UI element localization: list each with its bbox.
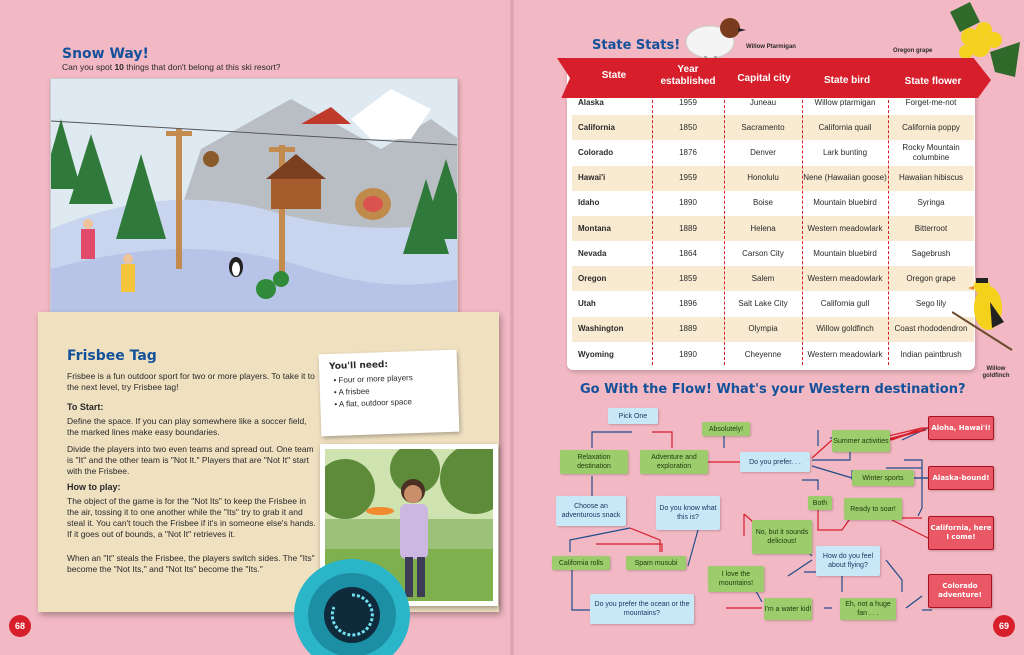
- table-row: [572, 166, 974, 191]
- table-cell: Coast rhododendron: [894, 324, 968, 334]
- snow-way-title: Snow Way!: [62, 46, 149, 62]
- frisbee-intro: Frisbee is a fun outdoor sport for two or more players. To take it to the next level, try Frisbee tag!: [67, 371, 315, 392]
- flow-spam-musubi: Spam musubi: [626, 556, 686, 570]
- table-cell: Sagebrush: [911, 248, 951, 258]
- header-bird: State bird: [823, 75, 871, 86]
- table-row: [572, 317, 974, 342]
- table-cell: 1864: [679, 248, 697, 258]
- flow-ready: Ready to soar!: [844, 498, 902, 520]
- table-cell: Rocky Mountain columbine: [902, 142, 960, 162]
- table-cell: Oregon grape: [906, 273, 956, 283]
- table-cell: Alaska: [578, 97, 604, 107]
- table-row: [572, 241, 974, 266]
- flow-result-california: California, here I come!: [928, 516, 994, 550]
- table-cell: Western meadowlark: [807, 273, 883, 283]
- table-cell: Willow goldfinch: [816, 324, 874, 334]
- table-cell: Western meadowlark: [807, 223, 883, 233]
- frisbee-disc-icon: [290, 555, 410, 655]
- table-row: [572, 216, 974, 241]
- flow-result-colorado: Colorado adventure!: [928, 574, 992, 608]
- flow-how-feel: How do you feel about flying?: [816, 546, 880, 576]
- table-cell: Syringa: [917, 198, 945, 208]
- table-cell: California quail: [818, 122, 872, 132]
- youll-need-title: You'll need:: [328, 360, 389, 373]
- need-item: • Four or more players: [333, 373, 413, 385]
- column-divider: [802, 95, 803, 365]
- table-cell: Western meadowlark: [807, 349, 883, 359]
- flow-love-mountains: I love the mountains!: [708, 566, 764, 592]
- column-divider: [724, 95, 725, 365]
- table-cell: Honolulu: [747, 173, 779, 183]
- table-cell: Oregon: [578, 273, 607, 283]
- youll-need-card: [319, 350, 460, 437]
- table-cell: Sego lily: [915, 299, 947, 309]
- need-item: • A flat, outdoor space: [334, 397, 413, 409]
- table-cell: Juneau: [749, 97, 777, 107]
- flow-both: Both: [808, 496, 832, 510]
- table-row: [572, 90, 974, 115]
- table-cell: Mountain bluebird: [813, 198, 877, 208]
- flow-ocean-or-mountains: Do you prefer the ocean or the mountains?: [590, 594, 694, 624]
- table-row: [572, 191, 974, 216]
- flow-water-kid: I'm a water kid!: [764, 598, 812, 620]
- page-number-left: 68: [9, 615, 31, 637]
- table-cell: 1890: [679, 349, 697, 359]
- header-capital: Capital city: [737, 73, 791, 84]
- table-cell: Colorado: [578, 147, 614, 157]
- ski-scene-svg: [51, 79, 458, 324]
- flow-summer: Summer activities: [832, 430, 890, 452]
- how-to-play-paragraph-1: The object of the game is for the "Not Its" to keep the Frisbee in the air, tossing it to one another while the "Its" try to grab it and steal it. You can't touch the Frisbee if it's in someone else's hands. If it goes out of bounds, a "Not It" retrieves it.: [67, 496, 316, 539]
- table-cell: Hawaiian hibiscus: [898, 173, 964, 183]
- need-item: • A frisbee: [333, 386, 370, 397]
- ptarmigan-label: Willow Ptarmigan: [746, 44, 796, 50]
- table-cell: Mountain bluebird: [813, 248, 877, 258]
- flow-relaxation: Relaxation destination: [560, 450, 628, 474]
- frisbee-tag-title: Frisbee Tag: [67, 348, 157, 364]
- table-cell: Montana: [578, 223, 611, 233]
- table-cell: 1859: [679, 273, 697, 283]
- table-cell: 1850: [679, 122, 697, 132]
- flow-pick-one: Pick One: [608, 408, 658, 424]
- to-start-paragraph-1: Define the space. If you can play somewhere like a soccer field, the marked lines make easy boundaries.: [67, 416, 307, 437]
- table-cell: 1876: [679, 147, 697, 157]
- table-cell: Helena: [750, 223, 776, 233]
- flow-result-hawaii: Aloha, Hawai'i!: [928, 416, 994, 440]
- ptarmigan-bird-icon: [672, 8, 750, 64]
- table-cell: Forget-me-not: [905, 97, 957, 107]
- header-year: Year established: [660, 64, 716, 87]
- flow-adventure: Adventure and exploration: [640, 450, 708, 474]
- flow-do-you-prefer: Do you prefer. . .: [740, 452, 810, 472]
- flow-winter: Winter sports: [852, 470, 914, 486]
- table-cell: Bitterroot: [914, 223, 948, 233]
- page-number-right: 69: [993, 615, 1015, 637]
- table-cell: Nene (Hawaiian goose): [803, 173, 887, 183]
- header-flower: State flower: [904, 76, 962, 87]
- table-cell: Salem: [751, 273, 775, 283]
- table-cell: Washington: [578, 324, 624, 334]
- table-cell: Indian paintbrush: [900, 349, 962, 359]
- table-row: [572, 140, 974, 165]
- table-cell: Salt Lake City: [738, 299, 788, 309]
- to-start-paragraph-2: Divide the players into two even teams and spread out. One team is "It" and the other team is "Not It." Players that are "Not It" start with the Frisbee.: [67, 444, 314, 476]
- column-divider: [652, 95, 653, 365]
- table-cell: 1889: [679, 324, 697, 334]
- flow-no-but: No, but it sounds delicious!: [752, 520, 812, 554]
- table-cell: Olympia: [748, 324, 778, 334]
- table-cell: Utah: [578, 299, 596, 309]
- table-row: [572, 342, 974, 367]
- flow-do-you-know: Do you know what this is?: [656, 496, 720, 530]
- flow-eh-not: Eh, not a huge fan . . .: [840, 598, 896, 620]
- flow-result-alaska: Alaska-bound!: [928, 466, 994, 490]
- table-cell: 1890: [679, 198, 697, 208]
- goldfinch-bird-icon: [952, 272, 1018, 352]
- flow-absolutely: Absolutely!: [702, 422, 750, 436]
- goldfinch-label: Willow goldfinch: [982, 366, 1010, 379]
- table-row: [572, 115, 974, 140]
- table-cell: Nevada: [578, 248, 607, 258]
- table-cell: Boise: [752, 198, 773, 208]
- table-cell: Denver: [750, 147, 776, 157]
- table-cell: Carson City: [742, 248, 784, 258]
- table-cell: 1896: [679, 299, 697, 309]
- how-to-play-heading: How to play:: [67, 482, 121, 492]
- ski-resort-illustration: [50, 78, 458, 324]
- table-cell: California poppy: [902, 122, 960, 132]
- state-stats-title: State Stats!: [592, 38, 681, 53]
- oregon-grape-label: Oregon grape: [893, 48, 933, 54]
- flow-title: Go With the Flow! What's your Western destination?: [580, 382, 966, 397]
- table-cell: Willow ptarmigan: [814, 97, 876, 107]
- flow-choose-snack: Choose an adventurous snack: [556, 496, 626, 526]
- table-row: [572, 292, 974, 317]
- table-cell: Idaho: [578, 198, 600, 208]
- table-cell: Wyoming: [578, 349, 614, 359]
- snow-way-subtitle: Can you spot 10 things that don't belong at this ski resort?: [62, 62, 281, 72]
- table-cell: Lark bunting: [822, 147, 868, 157]
- table-row: [572, 266, 974, 291]
- how-to-play-paragraph-2: When an "It" steals the Frisbee, the players switch sides. The "Its" become the "Not Its," and "Not Its" become the "Its.": [67, 553, 315, 574]
- table-cell: Sacramento: [741, 122, 785, 132]
- table-cell: California: [578, 122, 615, 132]
- table-cell: 1959: [679, 173, 697, 183]
- to-start-heading: To Start:: [67, 402, 104, 412]
- table-cell: Hawai'i: [578, 173, 606, 183]
- column-divider: [888, 95, 889, 365]
- table-cell: 1959: [679, 97, 697, 107]
- flow-california-rolls: California rolls: [552, 556, 610, 570]
- table-cell: 1889: [679, 223, 697, 233]
- table-cell: California gull: [820, 299, 870, 309]
- header-state: State: [601, 70, 627, 81]
- table-cell: Cheyenne: [744, 349, 782, 359]
